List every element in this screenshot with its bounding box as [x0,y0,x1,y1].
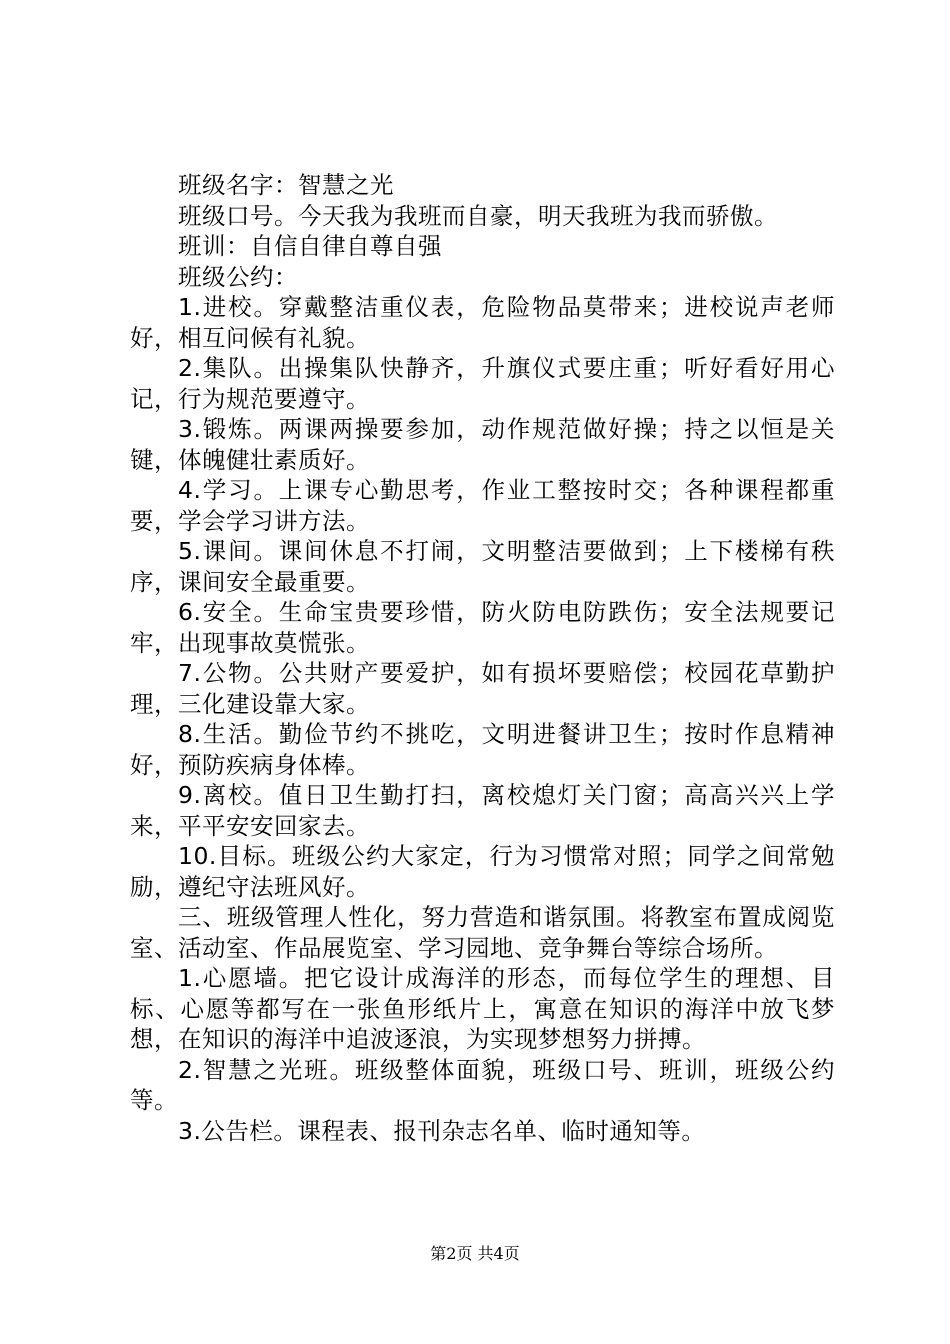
paragraph-class-convention-heading: 班级公约： [178,262,298,291]
paragraph-rule-5: 5.课间。课间休息不打闹，文明整洁要做到；上下楼梯有秩序，课间安全最重要。 [130,537,835,596]
paragraph-rule-3: 3.锻炼。两课两操要参加，动作规范做好操；持之以恒是关键，体魄健壮素质好。 [130,415,835,474]
paragraph-class-name: 班级名字：智慧之光 [178,171,394,199]
paragraph-section-three: 三、班级管理人性化，努力营造和谐氛围。将教室布置成阅览室、活动室、作品展览室、学习园地、竞争舞台等综合场所。 [130,903,835,962]
paragraph-wisdom-class: 2.智慧之光班。班级整体面貌，班级口号、班训，班级公约等。 [130,1055,835,1114]
paragraph-wish-wall: 1.心愿墙。把它设计成海洋的形态，而每位学生的理想、目标、心愿等都写在一张鱼形纸片上，寓意在知识的海洋中放飞梦想，在知识的海洋中追波逐浪，为实现梦想努力拼搏。 [130,964,835,1053]
paragraph-rule-4: 4.学习。上课专心勤思考，作业工整按时交；各种课程都重要，学会学习讲方法。 [130,476,835,535]
paragraph-rule-10: 10.目标。班级公约大家定，行为习惯常对照；同学之间常勉励，遵纪守法班风好。 [130,842,835,901]
paragraph-bulletin-board: 3.公告栏。课程表、报刊杂志名单、临时通知等。 [178,1116,706,1145]
paragraph-rule-2: 2.集队。出操集队快静齐，升旗仪式要庄重；听好看好用心记，行为规范要遵守。 [130,354,835,413]
page-number-footer: 第2页 共4页 [430,1244,520,1263]
paragraph-rule-8: 8.生活。勤俭节约不挑吃，文明进餐讲卫生；按时作息精神好，预防疾病身体棒。 [130,720,835,779]
paragraph-class-motto: 班训：自信自律自尊自强 [178,232,442,260]
document-body [130,170,835,1146]
paragraph-rule-7: 7.公物。公共财产要爱护，如有损坏要赔偿；校园花草勤护理，三化建设靠大家。 [130,659,835,718]
paragraph-rule-1: 1.进校。穿戴整洁重仪表，危险物品莫带来；进校说声老师好，相互问候有礼貌。 [130,293,835,352]
paragraph-class-slogan: 班级口号。今天我为我班而自豪，明天我班为我而骄傲。 [178,201,778,230]
paragraph-rule-6: 6.安全。生命宝贵要珍惜，防火防电防跌伤；安全法规要记牢，出现事故莫慌张。 [130,598,835,657]
paragraph-rule-9: 9.离校。值日卫生勤打扫，离校熄灯关门窗；高高兴兴上学来，平平安安回家去。 [130,781,835,840]
